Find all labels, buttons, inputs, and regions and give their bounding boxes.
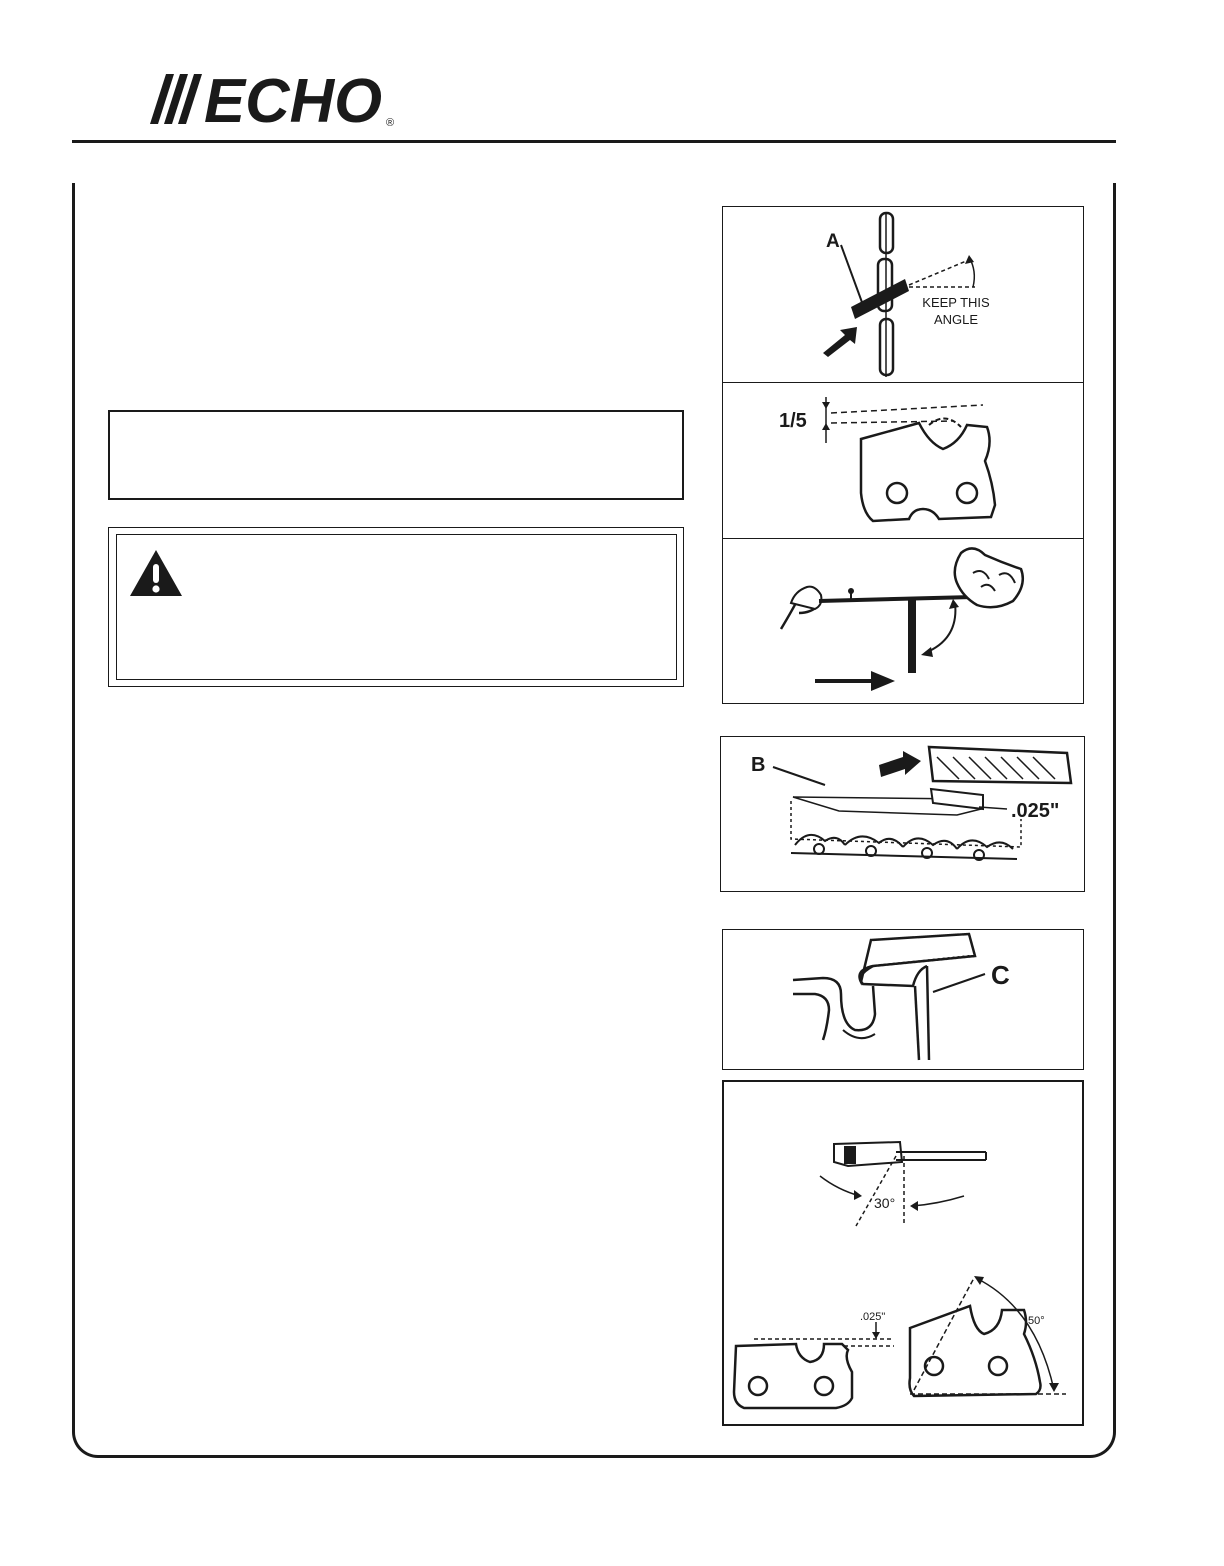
side-angle-label: 50° <box>1028 1315 1045 1327</box>
warning-icon <box>128 548 184 598</box>
label-c: C <box>991 960 1010 990</box>
depth-clearance-label: .025" <box>860 1311 886 1323</box>
header-rule <box>72 140 1116 143</box>
logo-registered-mark: ® <box>386 117 395 129</box>
keep-angle-note-line1: KEEP THIS <box>922 295 990 310</box>
warning-box-inner <box>116 534 677 680</box>
echo-logo <box>146 70 406 130</box>
top-plate-angle: 30° <box>874 1195 896 1211</box>
label-a: A <box>826 231 840 252</box>
label-b: B <box>751 754 766 776</box>
logo-speed-stripes <box>150 74 202 124</box>
figure-depth-gauge <box>720 736 1085 892</box>
logo-wordmark: ECHO <box>204 70 382 130</box>
figure-gauge-shape <box>722 929 1084 1070</box>
keep-angle-note-line2: ANGLE <box>933 312 979 327</box>
figure-cutter-specs <box>722 1080 1084 1426</box>
note-box <box>108 410 684 500</box>
fraction-label: 1/5 <box>779 410 807 432</box>
figure-top-plate <box>722 382 1084 540</box>
figure-file-guide <box>722 538 1084 704</box>
clearance-label: .025" <box>1011 800 1060 822</box>
figure-file-angle <box>722 206 1084 384</box>
